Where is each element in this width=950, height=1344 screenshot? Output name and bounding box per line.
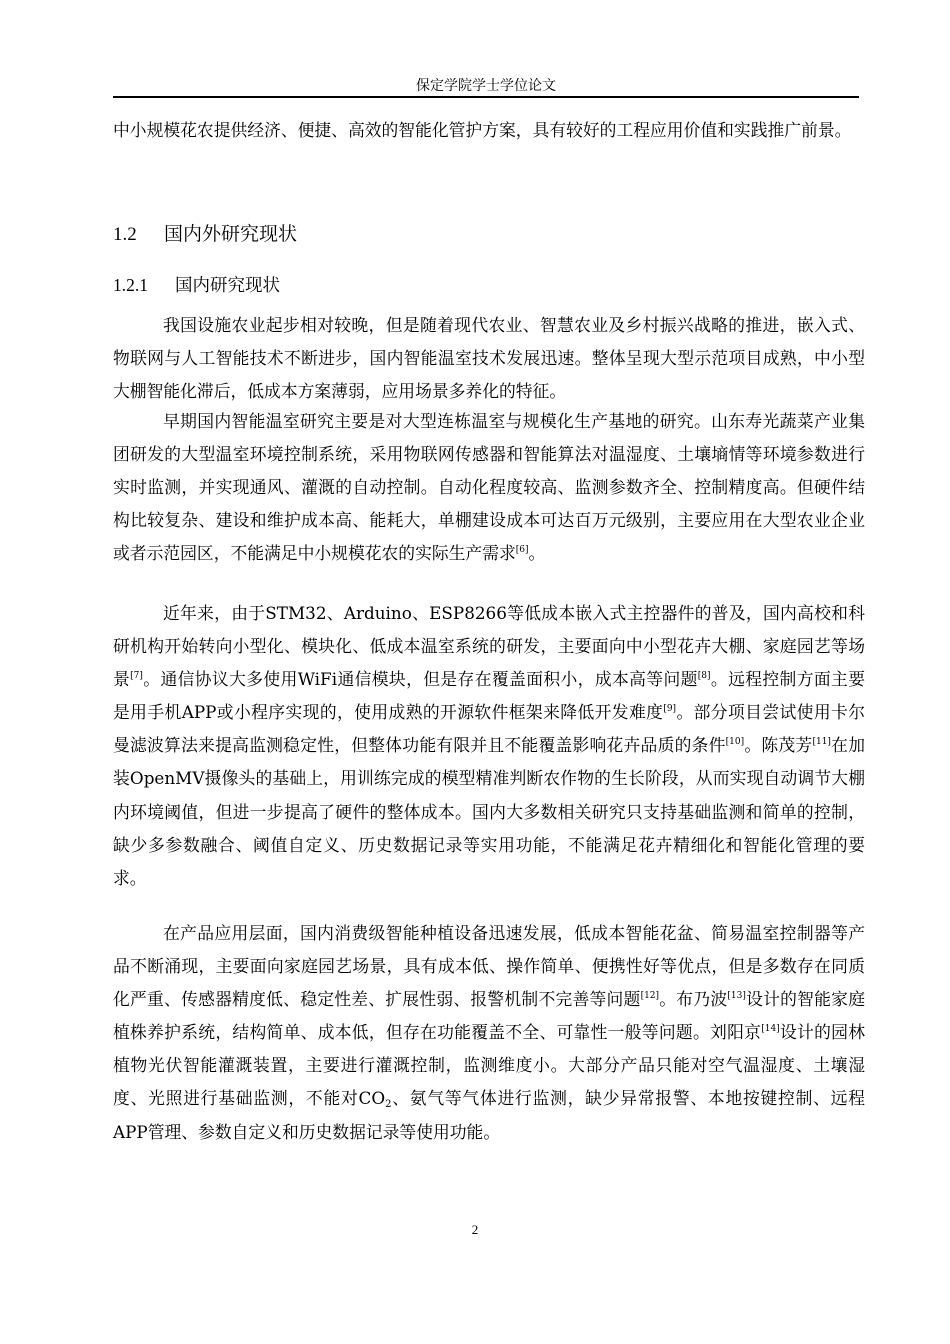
- header-rule: [113, 96, 859, 98]
- citation: [14]: [761, 1024, 780, 1035]
- citation: [10]: [725, 737, 745, 748]
- paragraph-1: 我国设施农业起步相对较晚，但是随着现代农业、智慧农业及乡村振兴战略的推进，嵌入式、物联网与人工智能技术不断进步，国内智能温室技术发展迅速。整体呈现大型示范项目成熟，中小型大棚智能化滞后，低成本方案薄弱，应用场景多养化的特征。: [113, 315, 865, 402]
- subsection-number: 1.2.1: [113, 275, 148, 295]
- subscript: 2: [385, 1099, 392, 1111]
- citation: [8]: [697, 671, 711, 682]
- citation: [13]: [727, 991, 746, 1002]
- section-heading: [113, 217, 297, 252]
- paragraph-3: 近年来，由于STM32、Arduino、ESP8266等低成本嵌入式主控器件的普及，国内高校和科研机构开始转向小型化、模块化、低成本温室系统的研发，主要面向中小型花卉大棚、家庭园艺等场景[7]。通信协议大多使用WiFi通信模块，但是存在覆盖面积小，成本高等问题[8]。远程控制方面主要是用手机APP或小程序实现的，使用成熟的开源软件框架来降低开发难度[9]。部分项目尝试使用卡尔曼滤波算法来提高监测稳定性，但整体功能有限并且不能覆盖影响花卉品质的条件[10]。陈茂芳[11]在加装OpenMV摄像头的基础上，用训练完成的模型精准判断农作物的生长阶段，从而实现自动调节大棚内环境阈值，但进一步提高了硬件的整体成本。国内大多数相关研究只支持基础监测和简单的控制，缺少多参数融合、阈值自定义、历史数据记录等实用功能，不能满足花卉精细化和智能化管理的要求。: [113, 603, 865, 888]
- paragraph-4: 在产品应用层面，国内消费级智能种植设备迅速发展，低成本智能花盆、简易温室控制器等产品不断涌现，主要面向家庭园艺场景，具有成本低、操作简单、便携性好等优点，但是多数存在同质化严重、传感器精度低、稳定性差、扩展性弱、报警机制不完善等问题[12]。布乃波[13]设计的智能家庭植株养护系统，结构简单、成本低，但存在功能覆盖不全、可靠性一般等问题。刘阳京[14]设计的园林植物光伏智能灌溉装置，主要进行灌溉控制，监测维度小。大部分产品只能对空气温湿度、土壤湿度、光照进行基础监测，不能对$CO_2$、氨气等气体进行监测，缺少异常报警、本地按键控制、远程APP管理、参数自定义和历史数据记录等使用功能。: [113, 923, 865, 1142]
- page-number: 2: [471, 1222, 479, 1237]
- running-header: 保定学院学士学位论文: [416, 78, 556, 94]
- section-number: 1.2: [113, 224, 137, 245]
- intro-paragraph: 中小规模花农提供经济、便捷、高效的智能化管护方案，具有较好的工程应用价值和实践推广前景。: [113, 120, 852, 140]
- citation: [6]: [515, 545, 529, 556]
- citation: [7]: [130, 671, 143, 682]
- subsection-title: 国内研究现状: [175, 276, 280, 296]
- subsection-heading: [113, 270, 280, 301]
- citation: [12]: [640, 991, 660, 1002]
- paragraph-2: 早期国内智能温室研究主要是对大型连栋温室与规模化生产基地的研究。山东寿光蔬菜产业集团研发的大型温室环境控制系统，采用物联网传感器和智能算法对温湿度、土壤墒情等环境参数进行实时监测，并实现通风、灌溉的自动控制。自动化程度较高、监测参数齐全、控制精度高。但硬件结构比较复杂、建设和维护成本高、能耗大，单棚建设成本可达百万元级别，主要应用在大型农业企业或者示范园区，不能满足中小规模花农的实际生产需求[6]。: [113, 411, 865, 564]
- citation: [11]: [812, 737, 831, 748]
- citation: [9]: [663, 704, 677, 715]
- section-title: 国内外研究现状: [164, 223, 298, 245]
